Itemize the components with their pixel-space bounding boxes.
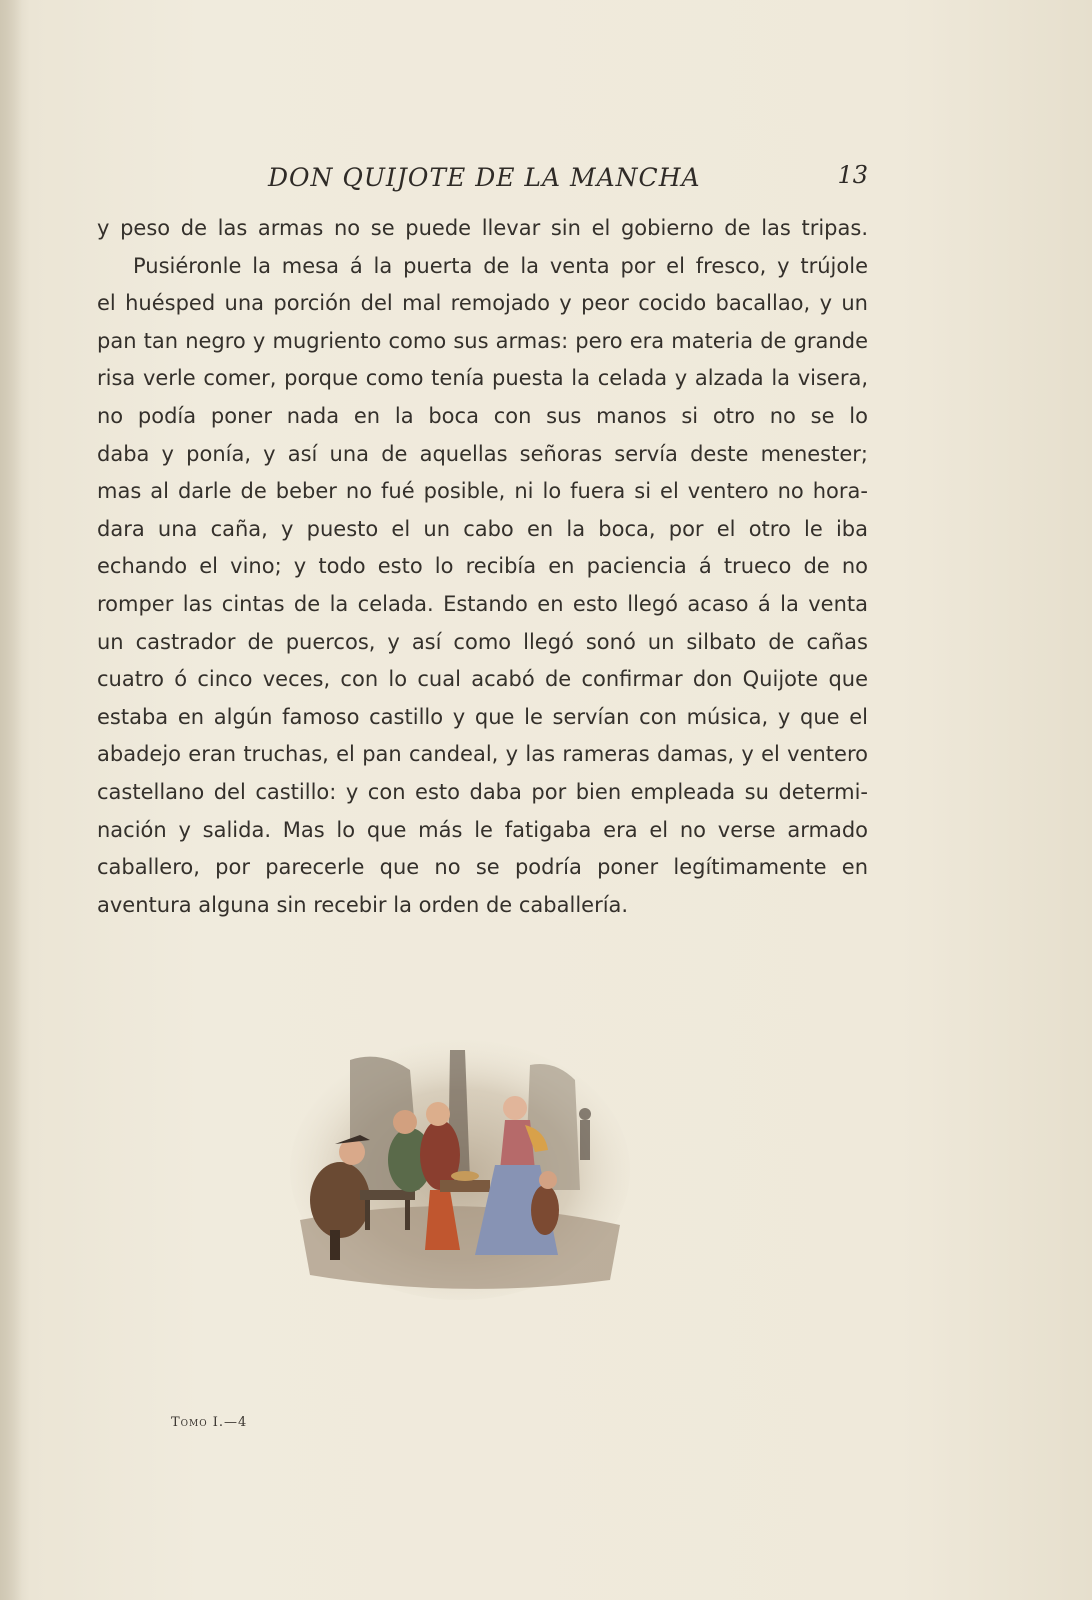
body-text (97, 210, 868, 924)
text-line: risa verle comer, porque como tenía puesta la celada y alzada la visera, (97, 366, 868, 391)
text-line: Pusiéronle la mesa á la puerta de la venta por el fresco, y trújole (133, 253, 868, 278)
text-line: no podía poner nada en la boca con sus manos si otro no se lo (97, 403, 868, 428)
text-line: romper las cintas de la celada. Estando en esto llegó acaso á la venta (97, 591, 868, 616)
running-head (98, 163, 868, 203)
page-number: 13 (837, 161, 868, 189)
text-line: mas al darle de beber no fué posible, ni lo fuera si el ventero no hora- (97, 479, 868, 504)
text-line: el huésped una porción del mal remojado y peor cocido bacallao, y un (97, 291, 868, 316)
text-line: aventura alguna sin recebir la orden de caballería. (97, 892, 629, 917)
text-line: pan tan negro y mugriento como sus armas: pero era materia de grande (97, 328, 868, 353)
text-line: daba y ponía, y así una de aquellas señoras servía deste menester; (97, 441, 868, 466)
text-line: echando el vino; y todo esto lo recibía en paciencia á trueco de no (97, 554, 868, 579)
text-line: y peso de las armas no se puede llevar sin el gobierno de las tripas. (97, 216, 868, 240)
running-title: DON QUIJOTE DE LA MANCHA (268, 163, 701, 192)
page-gutter-shadow (0, 0, 22, 1600)
text-line: abadejo eran truchas, el pan candeal, y las rameras damas, y el ventero (97, 742, 868, 767)
text-line: castellano del castillo: y con esto daba por bien empleada su determi- (97, 779, 868, 804)
text-line: caballero, por parecerle que no se podría poner legítimamente en (97, 855, 868, 880)
text-line: un castrador de puercos, y así como llegó sonó un silbato de cañas (97, 629, 868, 654)
text-line: dara una caña, y puesto el un cabo en la boca, por el otro le iba (97, 516, 868, 541)
text-line: nación y salida. Mas lo que más le fatigaba era el no verse armado (97, 817, 868, 842)
text-line: estaba en algún famoso castillo y que le servían con música, y que el (97, 704, 868, 729)
footer-signature: Tomo I.—4 (171, 1415, 248, 1430)
text-line: cuatro ó cinco veces, con lo cual acabó de confirmar don Quijote que (97, 667, 868, 692)
inn-scene-illustration (290, 1040, 630, 1300)
